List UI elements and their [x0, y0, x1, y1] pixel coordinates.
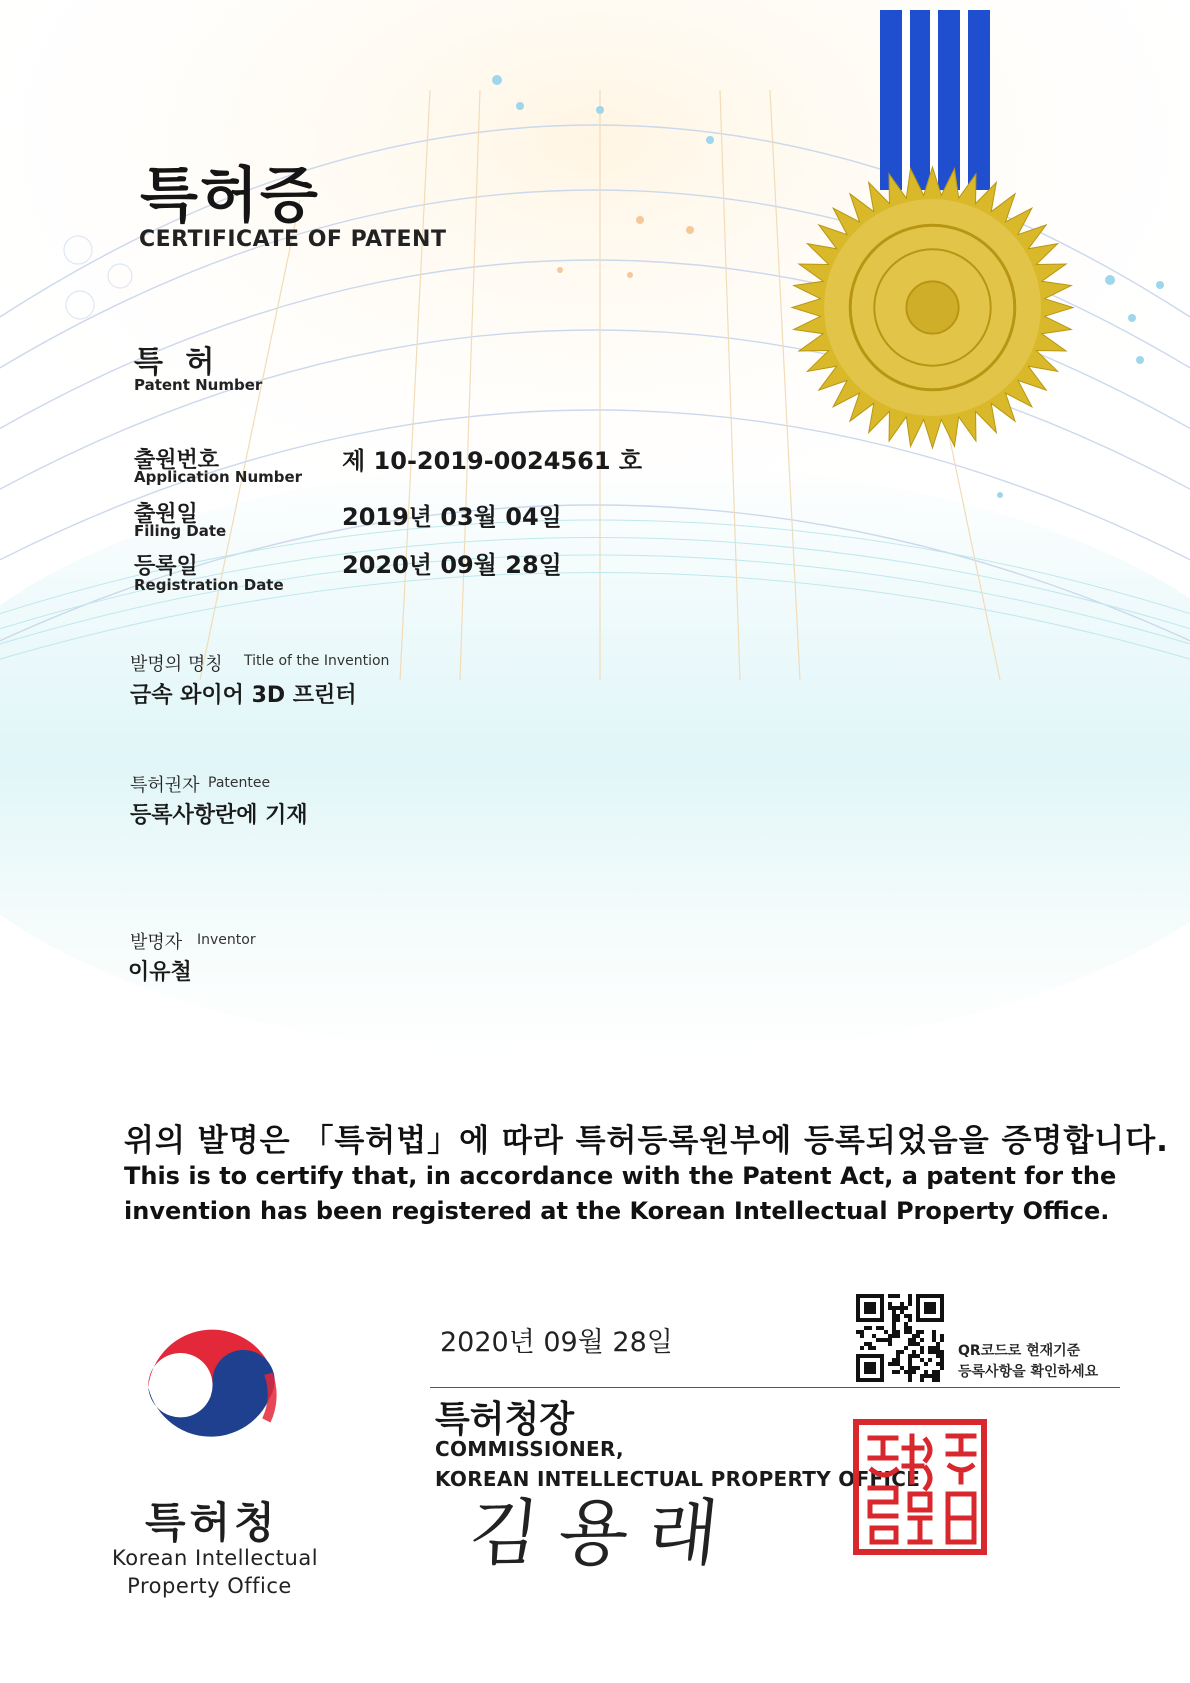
commissioner-title-en-line2: KOREAN INTELLECTUAL PROPERTY OFFICE: [435, 1467, 921, 1491]
kipo-taegeuk-emblem: [140, 1326, 285, 1461]
ribbon: [880, 10, 990, 190]
qr-note-line1: QR코드로 현재기준: [958, 1343, 1081, 1359]
certificate-subtitle: CERTIFICATE OF PATENT: [139, 227, 447, 252]
signature-divider: [430, 1387, 1120, 1388]
filing-label: 출원일: [134, 502, 198, 527]
filing-label-en: Filing Date: [134, 522, 227, 540]
patent-label: 특 허: [134, 345, 221, 380]
patentee-label: 특허권자: [130, 775, 200, 796]
commissioner-signature: 김용래: [464, 1491, 743, 1575]
issue-date: 2020년 09월 28일: [440, 1327, 673, 1358]
qr-note-line2: 등록사항을 확인하세요: [958, 1364, 1099, 1380]
commissioner-title-en-line1: COMMISSIONER,: [435, 1437, 624, 1461]
kipo-name-en-line1: Korean Intellectual: [112, 1546, 319, 1570]
filing-date: 2019년 03월 04일: [342, 503, 562, 531]
invention-label-en: Title of the Invention: [244, 653, 390, 669]
certificate-title: 특허증: [140, 161, 320, 231]
application-label: 출원번호: [134, 448, 220, 473]
registration-label: 등록일: [134, 554, 198, 579]
registration-date: 2020년 09월 28일: [342, 551, 562, 579]
qr-code[interactable]: [856, 1294, 944, 1382]
certification-statement-en-line1: This is to certify that, in accordance with the Patent Act, a patent for the: [124, 1162, 1117, 1190]
patent-number-label: Patent Number: [134, 376, 263, 394]
patentee-label-en: Patentee: [208, 775, 271, 791]
certification-statement-en-line2: invention has been registered at the Korean Intellectual Property Office.: [124, 1197, 1110, 1225]
invention-title: 금속 와이어 3D 프린터: [130, 683, 357, 708]
gold-medal-seal: [790, 165, 1075, 450]
inventor-label-en: Inventor: [197, 932, 256, 948]
inventor-name: 이유철: [128, 960, 192, 985]
official-red-seal: [852, 1418, 988, 1556]
inventor-label: 발명자: [130, 932, 183, 953]
kipo-name-en-line2: Property Office: [127, 1574, 292, 1598]
kipo-name-ko: 특허청: [145, 1498, 279, 1547]
invention-label: 발명의 명칭: [130, 654, 223, 675]
application-label-en: Application Number: [134, 468, 303, 486]
application-number: 제 10-2019-0024561 호: [342, 447, 643, 475]
commissioner-title-ko: 특허청장: [435, 1399, 575, 1440]
certification-statement-ko: 위의 발명은 「특허법」에 따라 특허등록원부에 등록되었음을 증명합니다.: [124, 1123, 1169, 1159]
registration-label-en: Registration Date: [134, 576, 284, 594]
patentee-value: 등록사항란에 기재: [130, 803, 308, 828]
